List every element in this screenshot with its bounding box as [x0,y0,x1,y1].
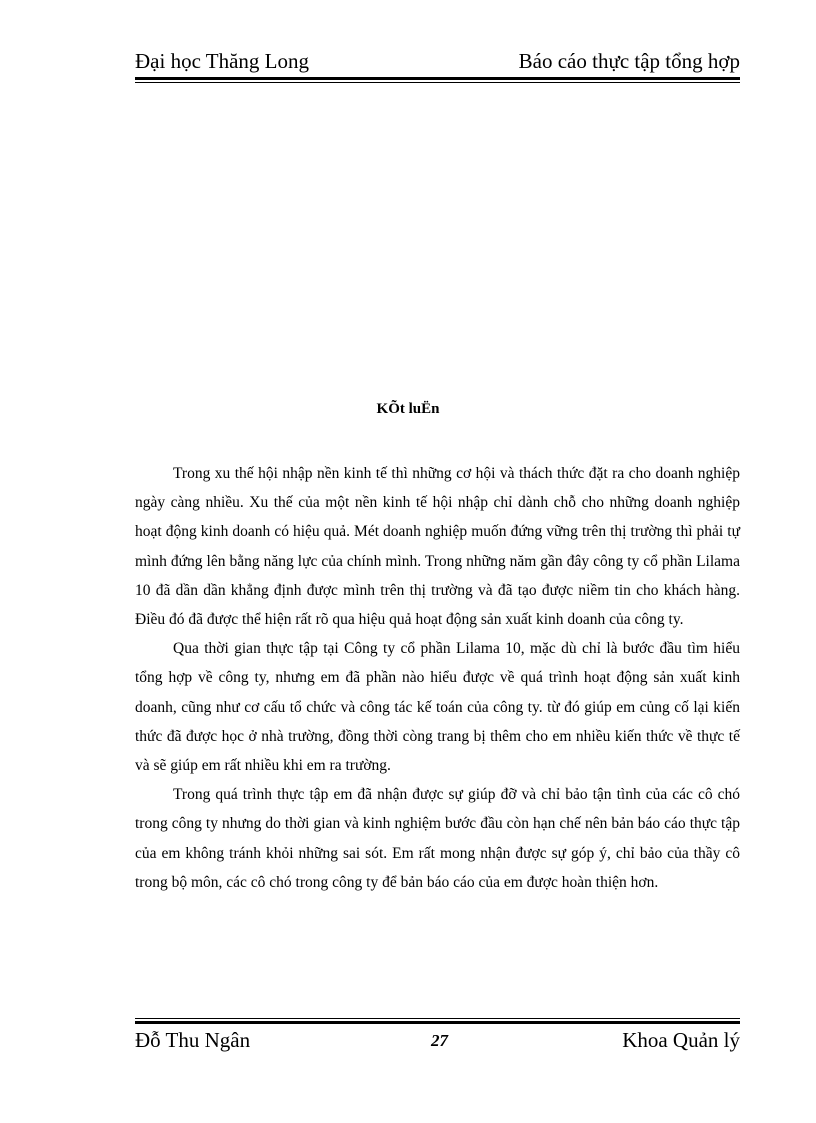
paragraph-1: Trong xu thế hội nhập nền kinh tế thì những cơ hội và thách thức đặt ra cho doanh nghiệp ngày càng nhiều. Xu thế của một nền kinh tế hội nhập chỉ dành chỗ cho những doanh nghiệp hoạt động kinh doanh có hiệu quả. Mét doanh nghiệp muốn đứng vững trên thị trường thì phải tự mình đứng lên bằng năng lực của chính mình. Trong những năm gần đây công ty cổ phần Lilama 10 đã dần dần khẳng định được mình trên thị trường và đã tạo được niềm tin cho khách hàng. Điều đó đã được thể hiện rất rõ qua hiệu quả hoạt động sản xuất kinh doanh của công ty. [135,465,740,629]
footer-author: Đỗ Thu Ngân [135,1028,251,1052]
paragraph-2: Qua thời gian thực tập tại Công ty cổ phần Lilama 10, mặc dù chỉ là bước đầu tìm hiểu tổng hợp về công ty, nhưng em đã phần nào hiểu được về quá trình hoạt động sản xuất kinh doanh, cũng như cơ cấu tổ chức và công tác kế toán của công ty. từ đó giúp em củng cố lại kiến thức đã được học ở nhà trường, đồng thời còng trang bị thêm cho em nhiều kiến thức về thực tế và sẽ giúp em rất nhiều khi em ra trường. [135,640,740,775]
header-rule-thick [135,77,740,80]
body-text [135,459,740,897]
footer-department: Khoa Quản lý [622,1028,740,1052]
page-number: 27 [431,1031,448,1050]
header-report-title: Báo cáo thực tập tổng hợp [518,49,740,73]
paragraph-3: Trong quá trình thực tập em đã nhận được sự giúp đỡ và chỉ bảo tận tình của các cô chó trong công ty nhưng do thời gian và kinh nghiệm bước đầu còn hạn chế nên bản báo cáo thực tập của em không tránh khỏi những sai sót. Em rất mong nhận được sự góp ý, chỉ bảo của thầy cô trong bộ môn, các cô chó trong công ty để bản báo cáo của em được hoàn thiện hơn. [135,786,740,891]
page-footer [135,1026,740,1056]
header-rule-thin [135,82,740,83]
section-title: KÕt luËn [376,401,440,417]
header-university: Đại học Thăng Long [135,49,309,73]
footer-rule-thin [135,1018,740,1019]
page-header [135,47,740,77]
footer-rule-thick [135,1021,740,1024]
